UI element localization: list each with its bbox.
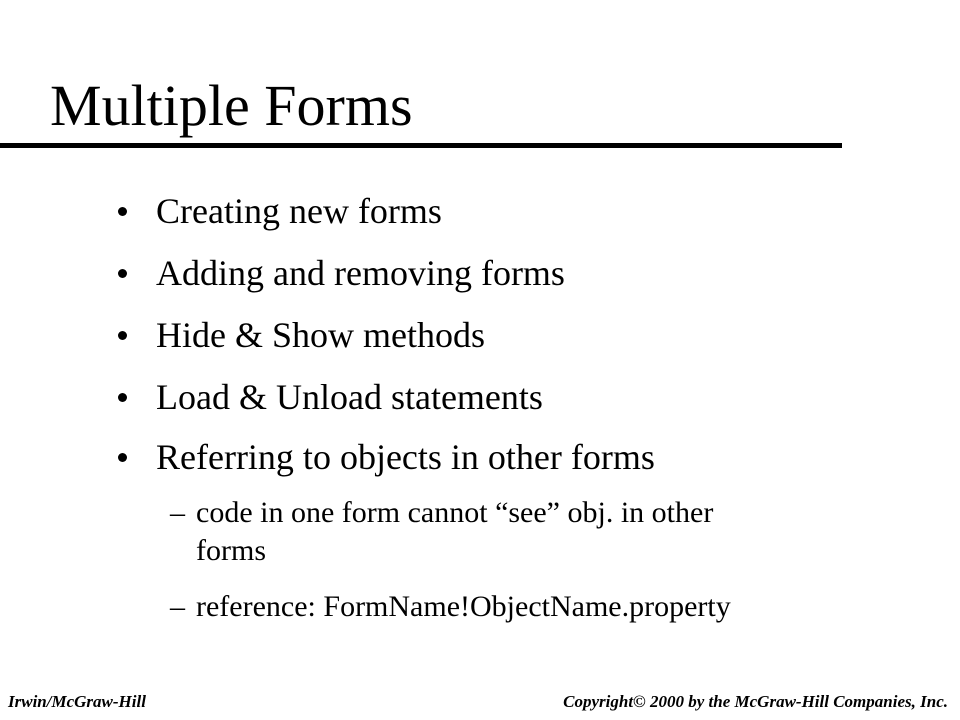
- bullet-dot-icon: [118, 269, 127, 278]
- bullet-dot-icon: [118, 453, 127, 462]
- bullet-text: Adding and removing forms: [156, 253, 565, 293]
- footer-copyright: Copyright© 2000 by the McGraw-Hill Companies, Inc.: [563, 692, 948, 711]
- sub-bullet-dash: –: [170, 496, 185, 529]
- sub-bullet-dash: –: [170, 590, 185, 623]
- bullet-dot-icon: [118, 393, 127, 402]
- sub-bullet-text: reference: FormName!ObjectName.property: [196, 590, 731, 623]
- title-underline: [0, 143, 842, 148]
- bullet-text: Load & Unload statements: [156, 377, 543, 417]
- bullet-text: Referring to objects in other forms: [156, 437, 655, 477]
- sub-bullet-text-continued: forms: [196, 534, 266, 567]
- slide-title: Multiple Forms: [50, 73, 413, 138]
- footer-publisher: Irwin/McGraw-Hill: [8, 692, 146, 711]
- bullet-dot-icon: [118, 331, 127, 340]
- bullet-dot-icon: [118, 207, 127, 216]
- sub-bullet-text: code in one form cannot “see” obj. in other: [196, 496, 714, 529]
- bullet-text: Creating new forms: [156, 191, 442, 231]
- bullet-text: Hide & Show methods: [156, 315, 485, 355]
